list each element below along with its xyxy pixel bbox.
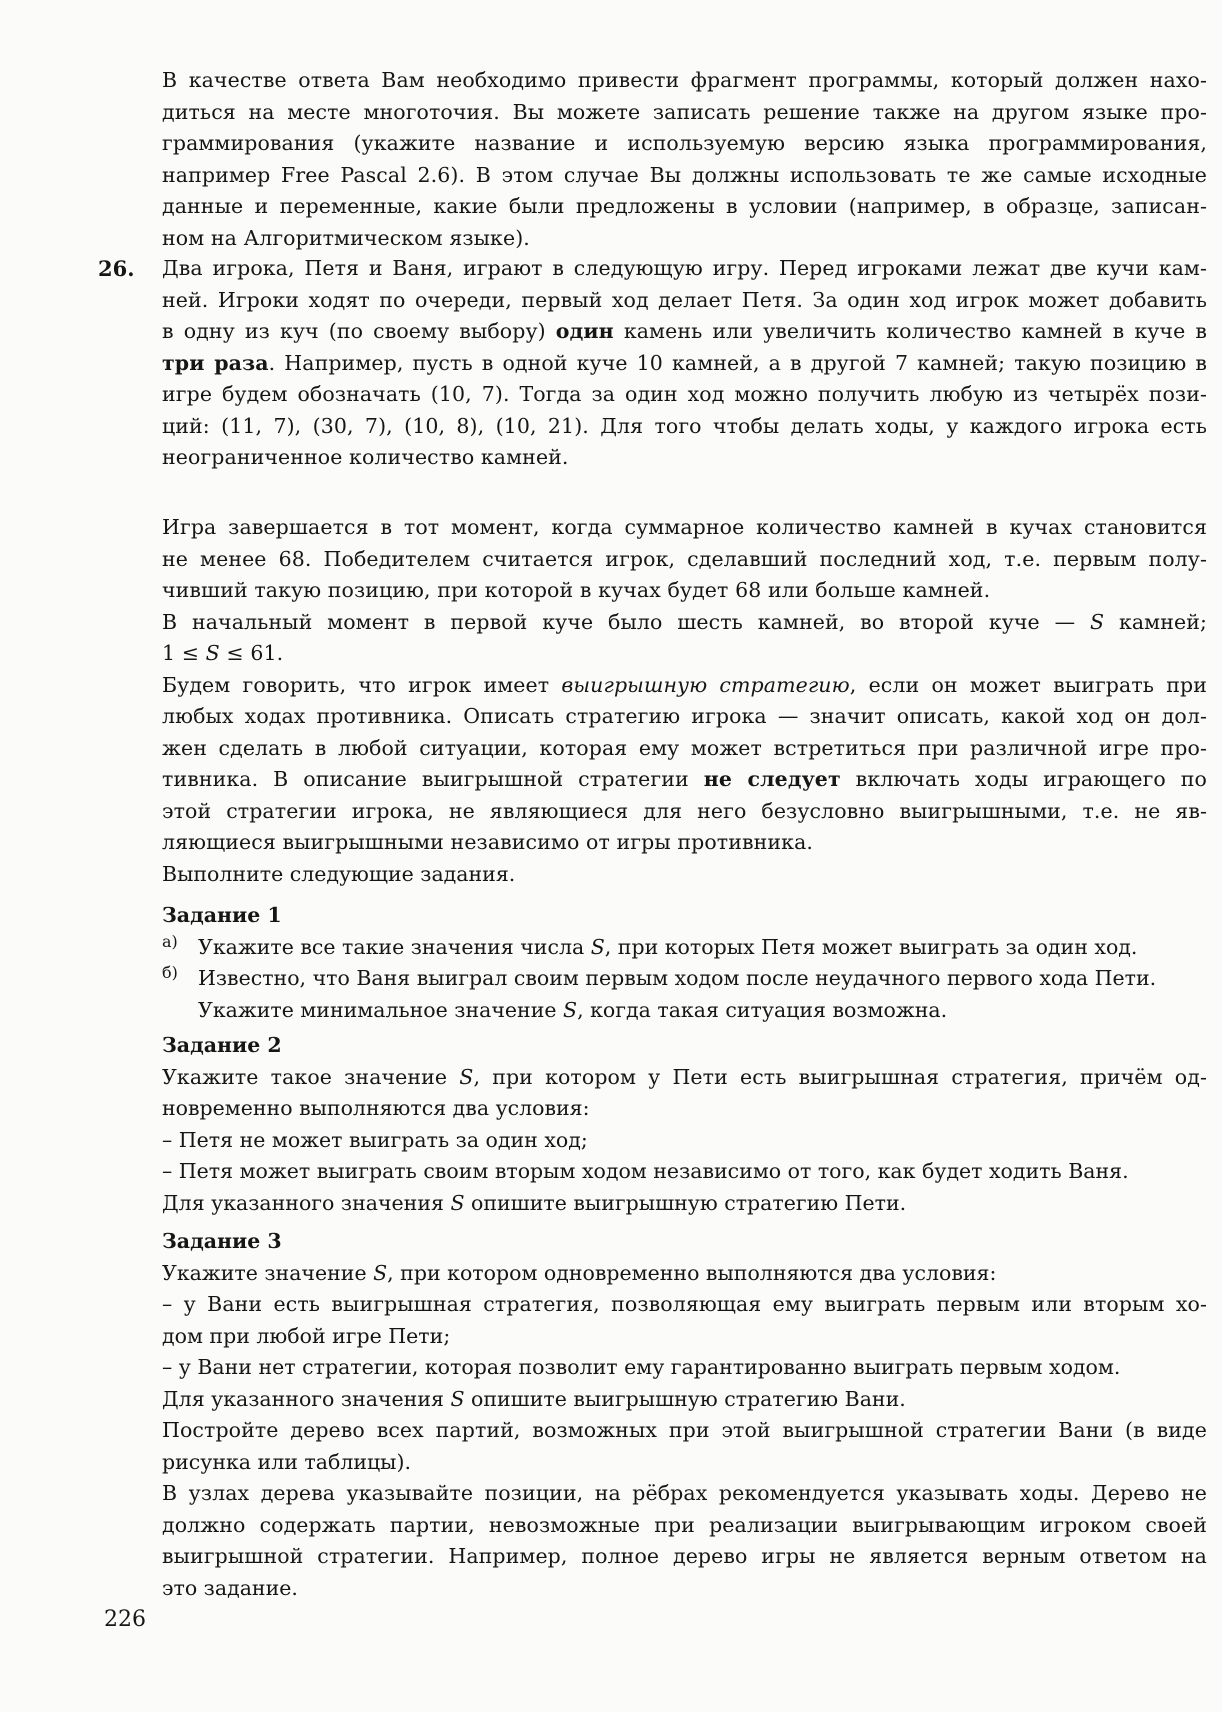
page-number: 226 <box>104 1607 146 1632</box>
text-line: – Петя может выиграть своим вторым ходом независимо от того, как будет ходить Ваня. <box>162 1159 1129 1183</box>
text-line: В узлах дерева указывайте позиции, на рёбрах рекомендуется указывать ходы. Дерево не <box>162 1481 1207 1505</box>
text-line: Укажите минимальное значение S, когда такая ситуация возможна. <box>198 997 948 1022</box>
text-line: в одну из куч (по своему выбору) один камень или увеличить количество камней в куче в <box>162 319 1208 343</box>
item-marker: б) <box>162 963 178 982</box>
emphasis-bold: три раза <box>162 350 269 375</box>
text-line: диться на месте многоточия. Вы можете записать решение также на другом языке про- <box>162 99 1207 124</box>
assignment-1 <box>162 900 1207 1026</box>
text-line: граммирования (укажите название и используемую версию языка программирования, <box>162 131 1207 155</box>
text-line: например Free Pascal 2.6). В этом случае Вы должны использовать те же самые исходные <box>162 162 1207 187</box>
text-line: Для указанного значения S опишите выигрышную стратегию Вани. <box>162 1386 906 1411</box>
text-line: Постройте дерево всех партий, возможных при этой выигрышной стратегии Вани (в виде <box>162 1418 1207 1442</box>
emphasis-bold: не следует <box>703 767 841 791</box>
assignment-1-item-a <box>162 932 1207 964</box>
text-line: – у Вани нет стратегии, которая позволит ему гарантированно выиграть первым ходом. <box>162 1355 1121 1379</box>
text-line: Для указанного значения S опишите выигрышную стратегию Пети. <box>162 1190 907 1215</box>
text-line: новременно выполняются два условия: <box>162 1096 590 1120</box>
text-line: – у Вани есть выигрышная стратегия, позволяющая ему выиграть первым или вторым хо- <box>162 1292 1207 1316</box>
text-line: выигрышной стратегии. Например, полное дерево игры не является верным ответом на <box>162 1544 1207 1568</box>
text-line: любых ходах противника. Описать стратегию игрока — значит описать, какой ход он дол- <box>162 704 1207 728</box>
text-line: – Петя не может выиграть за один ход; <box>162 1127 588 1152</box>
text-line: не менее 68. Победителем считается игрок, сделавший последний ход, т.е. первым полу- <box>162 546 1207 571</box>
text-line: ций: (11, 7), (30, 7), (10, 8), (10, 21). Для того чтобы делать ходы, у каждого игрока есть <box>162 413 1207 438</box>
text-line: три раза. Например, пусть в одной куче 10 камней, а в другой 7 камней; такую позицию в <box>162 350 1207 375</box>
text-line: Укажите значение S, при котором одновременно выполняются два условия: <box>162 1260 997 1285</box>
emphasis-bold: один <box>555 319 614 343</box>
assignment-title: Задание 1 <box>162 903 282 927</box>
text-line: этой стратегии игрока, не являющиеся для него безусловно выигрышными, т.е. не яв- <box>162 798 1207 823</box>
variable-s: S <box>459 1064 474 1089</box>
text-line: 1 ≤ S ≤ 61. <box>162 641 284 665</box>
text-line: Два игрока, Петя и Ваня, играют в следующую игру. Перед игроками лежат две кучи кам- <box>162 256 1207 280</box>
text-line: Укажите все такие значения числа S, при которых Петя может выиграть за один ход. <box>198 934 1138 959</box>
text-line: ляющиеся выигрышными независимо от игры противника. <box>162 830 814 854</box>
text-line: ней. Игроки ходят по очереди, первый ход делает Петя. За один ход игрок может добавить <box>162 287 1207 312</box>
text-line: Укажите такое значение S, при котором у Пети есть выигрышная стратегия, причём од- <box>162 1064 1207 1089</box>
variable-s: S <box>450 1386 465 1411</box>
assignment-1-item-b <box>162 963 1207 1026</box>
text-line: Будем говорить, что игрок имеет выигрышную стратегию, если он может выиграть при <box>162 672 1207 697</box>
text-line: ном на Алгоритмическом языке). <box>162 225 530 250</box>
text-line: чивший такую позицию, при которой в кучах будет 68 или больше камней. <box>162 578 991 602</box>
text-line: Выполните следующие задания. <box>162 862 516 886</box>
variable-s: S <box>450 1190 465 1215</box>
text-line: рисунка или таблицы). <box>162 1449 412 1474</box>
text-line: должно содержать партии, невозможные при реализации выигрывающим игроком своей <box>162 1512 1207 1537</box>
assignment-2 <box>162 1030 1207 1219</box>
text-line: тивника. В описание выигрышной стратегии не следует включать ходы играющего по <box>162 767 1208 791</box>
variable-s: S <box>590 934 605 959</box>
text-line: В начальный момент в первой куче было шесть камней, во второй куче — S камней; <box>162 609 1207 634</box>
intro-paragraph <box>162 65 1207 254</box>
task-number: 26. <box>98 256 135 281</box>
instruction <box>162 859 1207 891</box>
item-marker: а) <box>162 931 178 951</box>
text-line: дом при любой игре Пети; <box>162 1323 451 1348</box>
assignment-title: Задание 2 <box>162 1033 282 1057</box>
variable-s: S <box>205 641 220 665</box>
text-line: неограниченное количество камней. <box>162 445 569 469</box>
text-line: это задание. <box>162 1575 298 1600</box>
variable-s: S <box>1089 609 1105 634</box>
task-rules-paragraph <box>162 253 1207 474</box>
text-line: Известно, что Ваня выиграл своим первым ходом после неудачного первого хода Пети. <box>198 966 1157 990</box>
variable-s: S <box>563 997 578 1022</box>
variable-s: S <box>373 1260 388 1285</box>
text-line: В качестве ответа Вам необходимо привести фрагмент программы, который должен нахо- <box>162 68 1207 92</box>
assignment-3 <box>162 1226 1207 1604</box>
text-line: данные и переменные, какие были предложены в условии (например, в образце, записан- <box>162 194 1207 218</box>
assignment-title: Задание 3 <box>162 1229 282 1253</box>
text-line: жен сделать в любой ситуации, которая ему может встретиться при различной игре про- <box>162 735 1207 760</box>
text-line: игре будем обозначать (10, 7). Тогда за один ход можно получить любую из четырёх пози- <box>162 382 1207 406</box>
text-line: Игра завершается в тот момент, когда суммарное количество камней в кучах становится <box>162 515 1207 539</box>
task-end-condition-paragraph <box>162 512 1207 859</box>
emphasis-italic: выигрышную стратегию <box>561 672 850 697</box>
